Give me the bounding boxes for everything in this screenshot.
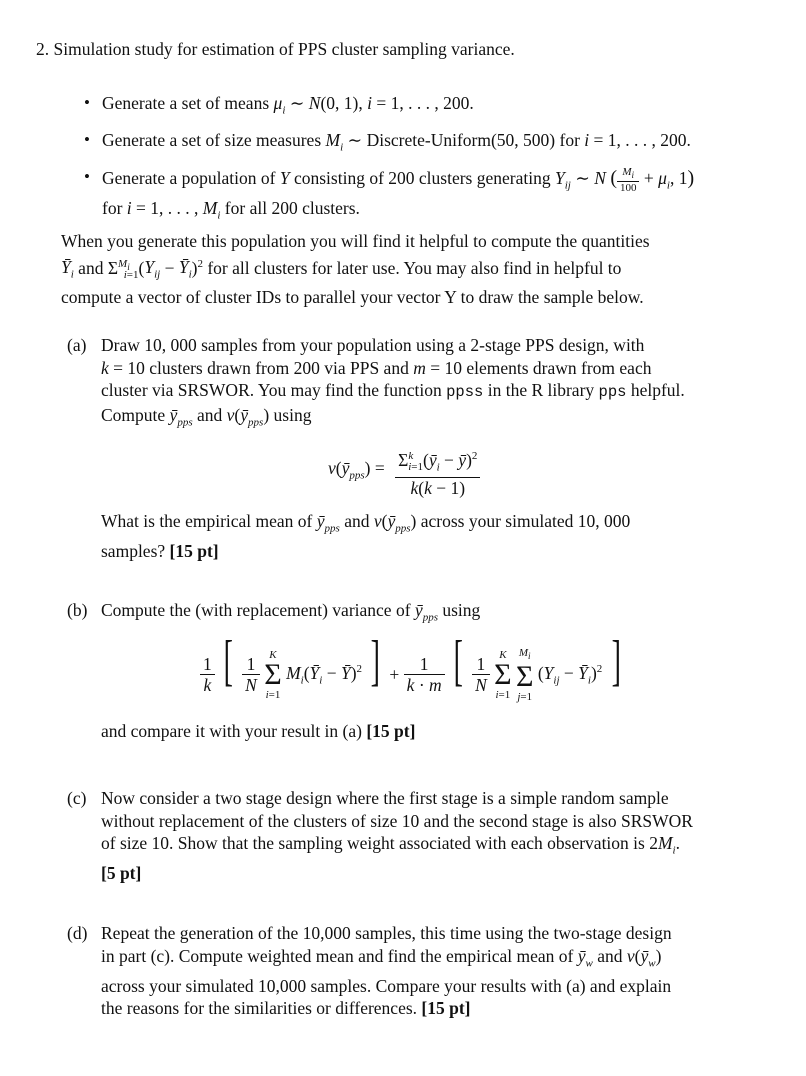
points-a: [15 pt] [169, 541, 219, 561]
points-d: [15 pt] [421, 998, 471, 1018]
part-a: (a) Draw 10, 000 samples from your population using a 2-stage PPS design, with k = 10 clusters drawn from 200 via PPS and m = 10 elements drawn from each cluster via SRSWOR. You may find the function ppss in the R library pps helpful. Compute $ȳ_{pps}$ and $v(ȳ_{pps})$ using [67, 335, 685, 428]
part-b-followup: and compare it with your result in (a) [15 pt] [101, 721, 416, 741]
list-item: • Generate a set of means $\mu_i$ ∼ N(0, 1), i = 1, . . . , 200. [84, 92, 784, 122]
requirements-list [84, 92, 784, 234]
intro-paragraph: When you generate this population you will find it helpful to compute the quantities $Ȳ_i$ and $\Sigma^{M_i}_{i=1}(Y_{ij}$ − $Ȳ_i)^2$ for all clusters for later use. You may also find in helpful to compute a vector of cluster IDs to parallel your vector Y to draw the sample below. [61, 231, 650, 308]
part-b-label: (b) [67, 600, 88, 620]
points-b: [15 pt] [366, 721, 416, 741]
points-c: [5 pt] [101, 863, 142, 883]
part-c-label: (c) [67, 788, 87, 808]
list-item: • Generate a set of size measures $M_i$ ∼ Discrete-Uniform(50, 500) for i = 1, . . . , 200. [84, 129, 784, 159]
question-title: 2. Simulation study for estimation of PPS cluster sampling variance. [36, 39, 515, 59]
intro-line-1: When you generate this population you will find it helpful to compute the quantities [61, 231, 650, 251]
variance-formula-b: $\frac{1}{k}$ [ $\frac{1}{N}$ K Σ i=1 $M_i(Ȳ_i$ − Ȳ)$^2$ ] + $\frac{1}{k \cdot m}$ [ $\frac{1}{N}$ K Σ i=1 $M_i$ Σ j=1 ($Y_{ij}$ − $Ȳ_i)^2$ ] [200, 636, 625, 703]
list-item: • Generate a population of Y consisting of 200 clusters generating $Y_{ij}$ ∼ N ( $\frac{M_i}{100}$ + $\mu_i$, 1) for i = 1, . . . , $M_i$ for all 200 clusters. [84, 166, 784, 227]
variance-formula-a: $v(ȳ_{pps})$ = $\frac{\Sigma^k_{i=1}(ȳ_i - ȳ)^2}{k(k - 1)}$ [328, 446, 480, 498]
part-d-label: (d) [67, 923, 88, 943]
part-c: (c) Now consider a two stage design where the first stage is a simple random sample without replacement of the clusters of size 10 and the second stage is also SRSWOR of size 10. Show that the sampling weight associated with each observation is $2M_i$. [5 pt] [67, 788, 693, 883]
intro-line-2: for all clusters for later use. You may also find in helpful to [202, 257, 622, 278]
intro-line-3: compute a vector of cluster IDs to parallel your vector Y to draw the sample below. [61, 287, 644, 308]
part-b: (b) Compute the (with replacement) variance of $ȳ_{pps}$ using [67, 600, 481, 624]
part-a-question: What is the empirical mean of $ȳ_{pps}$ and $v(ȳ_{pps})$ across your simulated 10, 000 samples? [15 pt] [101, 511, 631, 561]
library-name: pps [598, 383, 627, 401]
part-a-label: (a) [67, 335, 87, 355]
function-name: ppss [446, 383, 484, 401]
part-d: (d) Repeat the generation of the 10,000 samples, this time using the two-stage design in part (c). Compute weighted mean and find the empirical mean of $ȳ_w$ and $v(ȳ_w)$ across your simulated 10,000 samples. Compare your results with (a) and explain the reasons for the similarities or differences. [15 pt] [67, 923, 672, 1018]
